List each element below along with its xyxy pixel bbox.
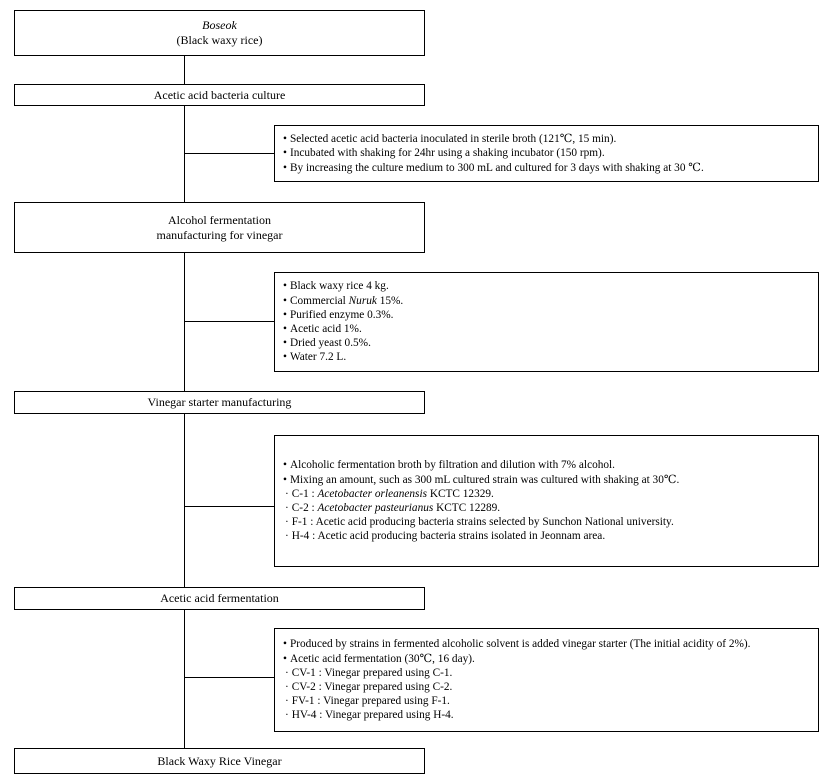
detail-2-item-6: • Water 7.2 L. — [283, 350, 810, 364]
branch-detail-4 — [184, 677, 274, 678]
step-vinegar-starter — [14, 391, 425, 414]
step-bacteria-culture-label: Acetic acid bacteria culture — [153, 87, 286, 102]
detail-acetic-fermentation — [274, 628, 819, 732]
detail-3-strain-c1 — [283, 487, 810, 501]
detail-3-strain-c2-pre: C-2 : — [291, 502, 318, 514]
step-vinegar-starter-label: Vinegar starter manufacturing — [147, 395, 292, 409]
connector-1-2 — [184, 56, 185, 84]
detail-3-strain-c1-post: KCTC 12329. — [427, 487, 494, 500]
step-final-vinegar — [14, 748, 425, 774]
detail-1-item-1: • Selected acetic acid bacteria inoculated in sterile broth (121℃, 15 min). — [283, 132, 810, 146]
branch-detail-1 — [184, 153, 274, 154]
detail-3-strain-c2-italic: Acetobacter pasteurianus — [317, 502, 434, 514]
detail-4-item-2: • Acetic acid fermentation (30℃, 16 day). — [283, 652, 810, 666]
step-alcohol-fermentation-line1: Alcohol fermentation — [168, 212, 271, 227]
detail-3-strain-h4: · H-4 : Acetic acid producing bacteria strains isolated in Jeonnam area. — [283, 529, 810, 543]
detail-3-strain-f1: · F-1 : Acetic acid producing bacteria strains selected by Sunchon National university. — [283, 515, 810, 529]
detail-3-strain-c1-pre: C-1 : — [291, 487, 318, 500]
detail-1-item-2: • Incubated with shaking for 24hr using a shaking incubator (150 rpm). — [283, 146, 810, 160]
detail-4-vinegar-cv2: · CV-2 : Vinegar prepared using C-2. — [283, 680, 810, 694]
detail-4-item-1: • Produced by strains in fermented alcoholic solvent is added vinegar starter (The initial acidity of 2%). — [283, 637, 810, 651]
detail-3-strain-c2 — [283, 501, 810, 515]
detail-bacteria-culture — [274, 125, 819, 182]
detail-vinegar-starter — [274, 435, 819, 567]
step-final-vinegar-label: Black Waxy Rice Vinegar — [157, 753, 282, 768]
step-alcohol-fermentation — [14, 202, 425, 253]
step-acetic-fermentation — [14, 587, 425, 610]
detail-3-item-1: • Alcoholic fermentation broth by filtration and dilution with 7% alcohol. — [283, 458, 810, 472]
detail-2-item-5: • Dried yeast 0.5%. — [283, 336, 810, 350]
detail-2-item-1: • Black waxy rice 4 kg. — [283, 279, 810, 293]
detail-1-item-3: • By increasing the culture medium to 300 mL and cultured for 3 days with shaking at 30 ℃. — [283, 161, 810, 175]
connector-5-6 — [184, 610, 185, 748]
step-boseok — [14, 10, 425, 56]
branch-detail-3 — [184, 506, 274, 507]
detail-2-item-2-pre: Commercial — [289, 294, 349, 307]
step-acetic-fermentation-label: Acetic acid fermentation — [160, 591, 279, 605]
detail-2-item-2-post: 15%. — [376, 294, 404, 307]
detail-3-strain-c2-post: KCTC 12289. — [433, 502, 501, 514]
detail-4-vinegar-cv1: · CV-1 : Vinegar prepared using C-1. — [283, 666, 810, 680]
branch-detail-2 — [184, 321, 274, 322]
detail-2-item-2 — [283, 294, 810, 308]
detail-2-item-4: • Acetic acid 1%. — [283, 322, 810, 336]
detail-alcohol-fermentation — [274, 272, 819, 372]
detail-3-item-2: • Mixing an amount, such as 300 mL cultured strain was cultured with shaking at 30℃. — [283, 473, 810, 487]
detail-4-vinegar-hv4: · HV-4 : Vinegar prepared using H-4. — [283, 708, 810, 722]
detail-2-item-3: • Purified enzyme 0.3%. — [283, 308, 810, 322]
detail-3-strain-c1-italic: Acetobacter orleanensis — [317, 487, 427, 500]
connector-4-5 — [184, 414, 185, 587]
step-boseok-subtitle: (Black waxy rice) — [176, 33, 263, 47]
step-bacteria-culture — [14, 84, 425, 106]
detail-2-item-2-italic: Nuruk — [348, 294, 377, 307]
step-alcohol-fermentation-line2: manufacturing for vinegar — [156, 227, 283, 242]
detail-4-vinegar-fv1: · FV-1 : Vinegar prepared using F-1. — [283, 694, 810, 708]
step-boseok-title: Boseok — [202, 18, 237, 32]
